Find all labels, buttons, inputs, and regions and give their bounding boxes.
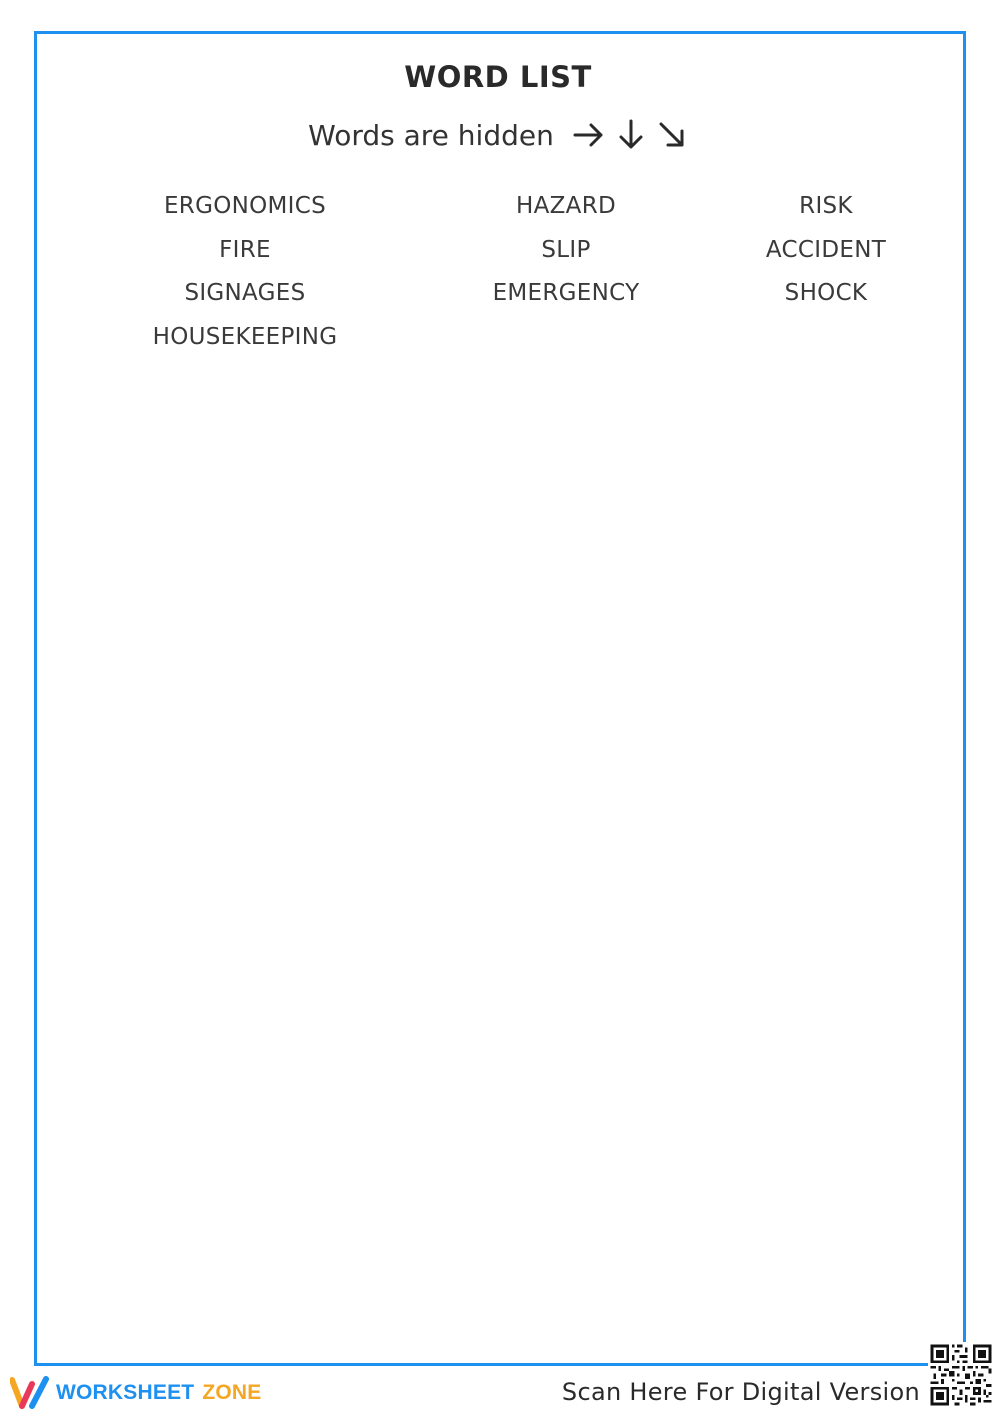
word-item: ACCIDENT [765,236,887,263]
arrow-right-icon [572,120,606,150]
word-item: EMERGENCY [492,280,640,306]
subtitle-text: Words are hidden [308,118,554,152]
direction-icons [572,118,688,152]
word-item: HAZARD [515,193,616,219]
word-item: ERGONOMICS [163,193,327,219]
page-title: WORD LIST [404,60,592,94]
brand-name-part1: WORKSHEET [56,1381,195,1404]
qr-code-icon[interactable] [928,1342,994,1408]
word-item: SLIP [541,236,591,263]
word-column-1 [95,186,395,360]
logo-mark-icon [10,1376,50,1410]
word-item: HOUSEKEEPING [152,323,338,350]
arrow-down-right-icon [656,119,688,151]
brand-name-part2: ZONE [202,1381,262,1404]
word-column-2 [416,186,716,317]
word-column-3 [676,186,976,317]
brand-logo [10,1376,261,1410]
page-subtitle [0,118,996,152]
word-list [0,186,1000,366]
word-item: FIRE [219,236,271,263]
word-item: RISK [799,193,853,219]
word-item: SIGNAGES [184,280,306,306]
arrow-down-icon [616,118,646,152]
scan-instruction: Scan Here For Digital Version [561,1378,920,1406]
word-item: SHOCK [784,280,868,306]
